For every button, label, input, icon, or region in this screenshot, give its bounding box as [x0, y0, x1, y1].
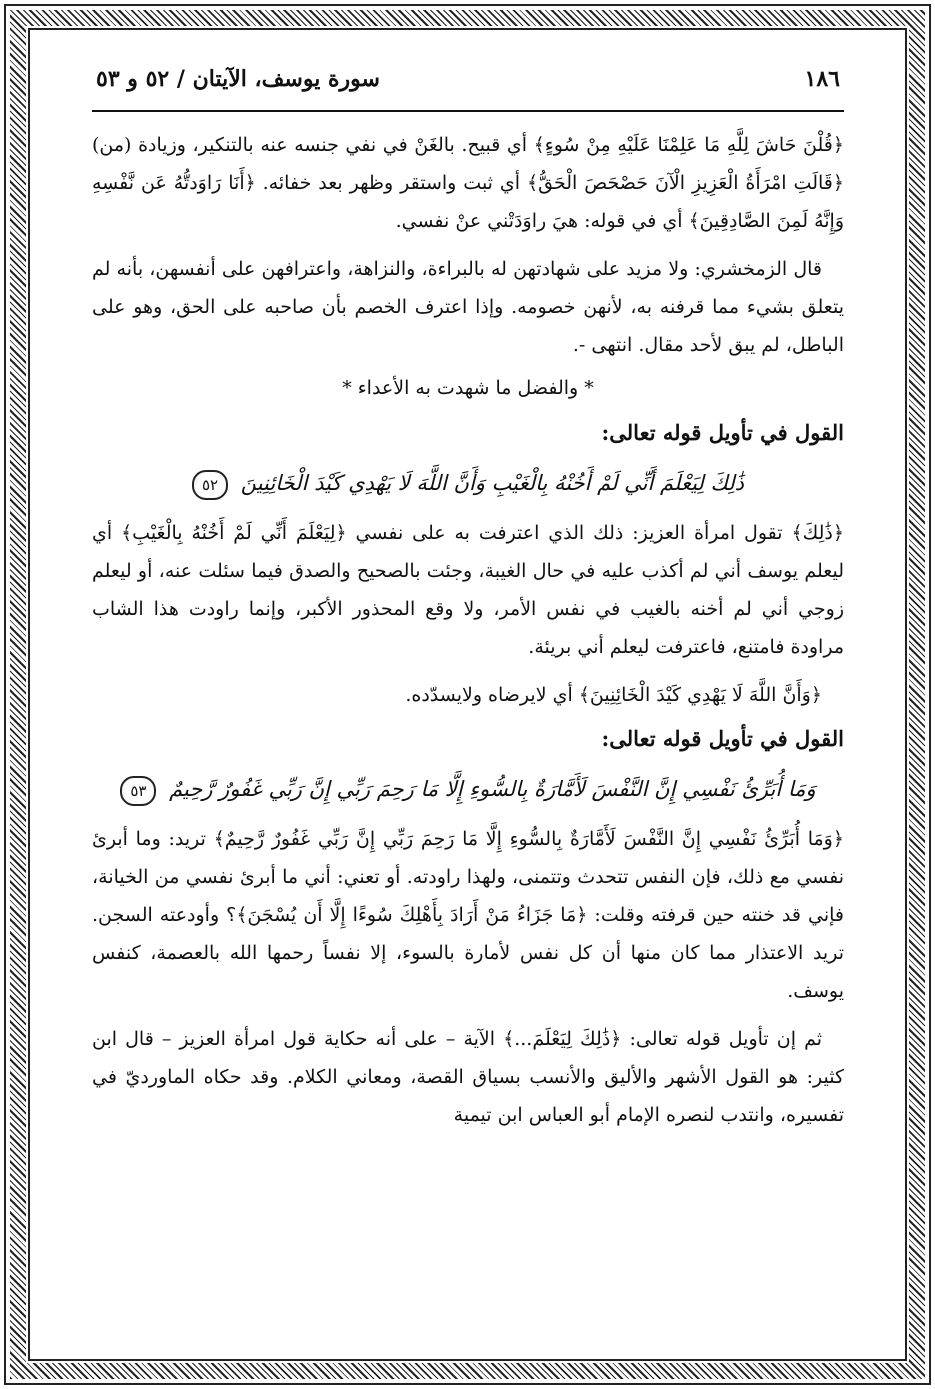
paragraph-1: ﴿قُلْنَ حَاشَ لِلَّهِ مَا عَلِمْنَا عَلَيْهِ مِنْ سُوءٍ﴾ أي قبيح. بالغَنْ في نفي جنسه عنه بالتنكير، وزيادة (من) ﴿قَالَتِ امْرَأَةُ الْعَزِيزِ الْآنَ حَصْحَصَ الْحَقُّ﴾ أي ثبت واستقر وظهر بعد خفائه. ﴿أَنَا رَاوَدتُّهُ عَن نَّفْسِهِ وَإِنَّهُ لَمِنَ الصَّادِقِينَ﴾ أي في قوله: هيَ راوَدَتْني عنْ نفسي.: [92, 134, 844, 232]
verse-number-52: ٥٢: [192, 470, 228, 500]
verse-number-53: ٥٣: [120, 776, 156, 806]
verse-52-text: ذَٰلِكَ لِيَعْلَمَ أَنِّي لَمْ أَخُنْهُ بِالْغَيْبِ وَأَنَّ اللَّهَ لَا يَهْدِي كَيْدَ الْخَائِنِينَ: [240, 471, 744, 495]
book-page: [92, 66, 844, 1326]
verse-53-text: وَمَا أُبَرِّئُ نَفْسِي إِنَّ النَّفْسَ لَأَمَّارَةٌ بِالسُّوءِ إِلَّا مَا رَحِمَ رَبِّي إِنَّ رَبِّي غَفُورٌ رَّحِيمٌ: [169, 777, 816, 801]
page-body: [92, 112, 844, 1134]
quran-verse-53: [92, 764, 844, 814]
running-header: [92, 66, 844, 112]
paragraph-3: ﴿ذَٰلِكَ﴾ تقول امرأة العزيز: ذلك الذي اعترفت به على نفسي ﴿لِيَعْلَمَ أَنِّي لَمْ أَخُنْهُ بِالْغَيْبِ﴾ أي ليعلم يوسف أني لم أكذب عليه في حال الغيبة، وجئت بالصحيح والصدق فيما سئلت عنه، أو ليعلم زوجي أني لم أخنه بالغيب في نفس الأمر، ولا وقع المحذور الأكبر، وإنما راودت هذا الشاب مراودة فامتنع، فاعترفت ليعلم أني بريئة.: [92, 522, 844, 658]
paragraph-zamakhshari: قال الزمخشري: ولا مزيد على شهادتهن له بالبراءة، والنزاهة، واعترافهن على أنفسهن، بأنه لم يتعلق بشيء مما قرفنه به، لأنهن خصومه. وإذا اعترف الخصم بأن صاحبه على الحق، وهو على الباطل، لم يبق لأحد مقال. انتهى -.: [92, 258, 844, 356]
page-number: ١٨٦: [804, 66, 840, 92]
paragraph-4: ﴿وَأَنَّ اللَّهَ لَا يَهْدِي كَيْدَ الْخَائِنِينَ﴾ أي لايرضاه ولايسدّده.: [405, 684, 822, 706]
section-heading-1: القول في تأويل قوله تعالى:: [601, 420, 844, 445]
chapter-title: سورة يوسف، الآيتان / ٥٢ و ٥٣: [96, 66, 380, 92]
proverb-line: * والفضل ما شهدت به الأعداء *: [342, 377, 594, 399]
section-heading-2: القول في تأويل قوله تعالى:: [601, 726, 844, 751]
quran-verse-52: [92, 458, 844, 508]
paragraph-5: ﴿وَمَا أُبَرِّئُ نَفْسِي إِنَّ النَّفْسَ لَأَمَّارَةٌ بِالسُّوءِ إِلَّا مَا رَحِمَ رَبِّي إِنَّ رَبِّي غَفُورٌ رَّحِيمٌ﴾ تريد: وما أبرئ نفسي مع ذلك، فإن النفس تتحدث وتتمنى، ولهذا راودته. أو تعني: أني ما أبرئ نفسي من الخيانة، فإني قد خنته حين قرفته وقلت: ﴿مَا جَزَاءُ مَنْ أَرَادَ بِأَهْلِكَ سُوءًا إِلَّا أَن يُسْجَنَ﴾؟ وأودعته السجن. تريد الاعتذار مما كان منها أن كل نفس لأمارة بالسوء، إلا نفساً رحمها الله بالعصمة، كنفس يوسف.: [92, 828, 844, 1002]
paragraph-6: ثم إن تأويل قوله تعالى: ﴿ذَٰلِكَ لِيَعْلَمَ...﴾ الآية – على أنه حكاية قول امرأة العزيز – قال ابن كثير: هو القول الأشهر والأليق والأنسب بسياق القصة، ومعاني الكلام. وقد حكاه الماورديّ في تفسيره، وانتدب لنصره الإمام أبو العباس ابن تيمية: [92, 1028, 844, 1126]
